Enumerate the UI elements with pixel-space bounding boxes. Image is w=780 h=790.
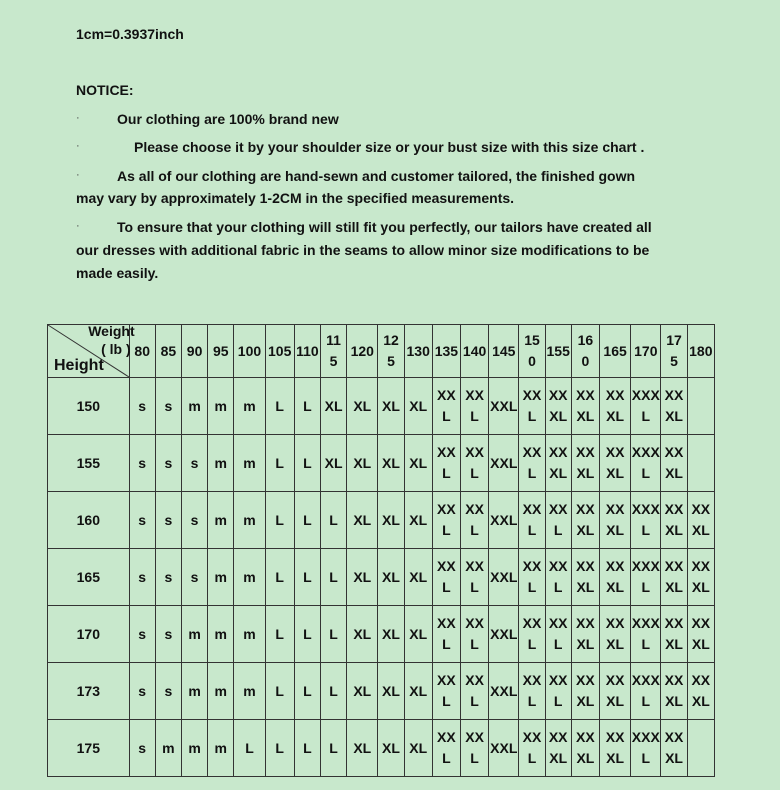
bullet: · (76, 169, 80, 181)
size-cell: XL (347, 435, 378, 492)
notice-line-3b: may vary by approximately 1-2CM in the specified measurements. (76, 190, 515, 206)
size-cell: L (265, 435, 294, 492)
size-cell: XL (404, 378, 432, 435)
size-cell: m (155, 720, 181, 777)
size-cell: XL (378, 663, 404, 720)
size-cell: L (294, 435, 320, 492)
size-cell: XX XL (599, 549, 630, 606)
weight-header-cell: 12 5 (378, 325, 404, 378)
size-cell: XXL (489, 435, 519, 492)
weight-header-cell: 105 (265, 325, 294, 378)
size-row (48, 720, 715, 777)
weight-header-cell: 145 (489, 325, 519, 378)
size-cell: XX XL (599, 492, 630, 549)
size-cell: XL (378, 606, 404, 663)
bullet: · (76, 220, 80, 232)
weight-header-cell: 140 (460, 325, 488, 378)
size-cell: XX XL (571, 549, 599, 606)
size-cell: XXL (489, 492, 519, 549)
size-cell: m (234, 663, 265, 720)
size-cell: m (208, 435, 234, 492)
size-cell: XX L (432, 435, 460, 492)
size-cell: L (265, 492, 294, 549)
size-cell: XX L (460, 663, 488, 720)
size-cell: XX L (519, 435, 545, 492)
size-cell: s (155, 606, 181, 663)
size-cell: XX L (519, 378, 545, 435)
height-cell: 170 (48, 606, 130, 663)
size-cell (687, 720, 714, 777)
size-cell: XX L (519, 549, 545, 606)
size-cell: m (181, 606, 207, 663)
weight-header-cell: 170 (631, 325, 661, 378)
weight-header-cell: 80 (129, 325, 155, 378)
size-cell: L (265, 606, 294, 663)
size-cell: XL (404, 663, 432, 720)
notice-title: NOTICE: (76, 82, 134, 98)
size-cell: L (294, 720, 320, 777)
size-cell: s (181, 492, 207, 549)
size-cell (687, 435, 714, 492)
weight-header-cell: 16 0 (571, 325, 599, 378)
size-cell: m (208, 492, 234, 549)
size-cell: XL (347, 378, 378, 435)
weight-label: Weight (88, 323, 135, 339)
size-cell: XX L (545, 606, 571, 663)
size-chart-table (47, 324, 715, 777)
size-row (48, 549, 715, 606)
size-cell: XXX L (631, 435, 661, 492)
size-cell: s (181, 435, 207, 492)
size-row (48, 435, 715, 492)
height-cell: 165 (48, 549, 130, 606)
weight-unit-label: ( lb ) (101, 341, 131, 357)
size-cell: XL (404, 549, 432, 606)
height-cell: 155 (48, 435, 130, 492)
weight-header-cell: 180 (687, 325, 714, 378)
size-cell: XX L (519, 720, 545, 777)
size-cell: XX XL (661, 435, 687, 492)
size-cell: XX XL (571, 492, 599, 549)
size-cell: XX L (432, 606, 460, 663)
size-cell: XX XL (687, 492, 714, 549)
height-cell: 175 (48, 720, 130, 777)
bullet: · (76, 112, 80, 124)
size-cell: XX XL (571, 378, 599, 435)
size-cell (687, 378, 714, 435)
size-cell: XX XL (661, 606, 687, 663)
size-cell: L (294, 549, 320, 606)
weight-header-cell: 11 5 (320, 325, 346, 378)
size-cell: XXX L (631, 549, 661, 606)
size-cell: XX XL (661, 549, 687, 606)
height-cell: 173 (48, 663, 130, 720)
size-cell: s (129, 549, 155, 606)
size-row (48, 606, 715, 663)
size-cell: m (234, 378, 265, 435)
size-cell: XL (347, 720, 378, 777)
size-cell: L (294, 492, 320, 549)
size-cell: XL (347, 549, 378, 606)
size-cell: s (129, 435, 155, 492)
size-cell: m (208, 549, 234, 606)
size-cell: XL (378, 378, 404, 435)
size-cell: XL (378, 549, 404, 606)
size-cell: XX XL (571, 720, 599, 777)
weight-header-cell: 120 (347, 325, 378, 378)
size-cell: m (208, 378, 234, 435)
notice-line-4b: our dresses with additional fabric in the seams to allow minor size modifications to be (76, 242, 650, 258)
size-cell: L (320, 492, 346, 549)
size-cell: XX L (460, 435, 488, 492)
weight-header-cell: 85 (155, 325, 181, 378)
size-cell: XXL (489, 549, 519, 606)
size-cell: XXL (489, 720, 519, 777)
size-cell: L (294, 378, 320, 435)
size-cell: XL (347, 663, 378, 720)
height-label: Height (54, 357, 104, 374)
size-cell: L (234, 720, 265, 777)
size-row (48, 378, 715, 435)
size-cell: XXX L (631, 720, 661, 777)
size-cell: XL (320, 435, 346, 492)
size-cell: s (129, 492, 155, 549)
weight-header-cell: 135 (432, 325, 460, 378)
size-cell: m (208, 663, 234, 720)
size-cell: s (129, 663, 155, 720)
height-cell: 150 (48, 378, 130, 435)
size-cell: XX L (519, 606, 545, 663)
weight-header-cell: 15 0 (519, 325, 545, 378)
size-cell: XXL (489, 378, 519, 435)
notice-line-3a: As all of our clothing are hand-sewn and customer tailored, the finished gown (117, 168, 636, 184)
size-cell: XX XL (545, 720, 571, 777)
weight-header-cell: 90 (181, 325, 207, 378)
size-cell: m (181, 378, 207, 435)
size-cell: XL (404, 606, 432, 663)
size-cell: XX L (432, 663, 460, 720)
size-cell: XX XL (599, 435, 630, 492)
size-cell: XL (404, 720, 432, 777)
size-cell: XX XL (545, 435, 571, 492)
size-cell: XX XL (571, 663, 599, 720)
size-cell: XL (378, 492, 404, 549)
size-cell: XX XL (545, 378, 571, 435)
size-cell: s (155, 549, 181, 606)
size-cell: L (265, 720, 294, 777)
size-cell: XX L (545, 549, 571, 606)
size-cell: L (265, 378, 294, 435)
size-cell: XX L (519, 492, 545, 549)
size-cell: XX XL (687, 606, 714, 663)
size-cell: XX XL (571, 606, 599, 663)
notice-line-2: Please choose it by your shoulder size or your bust size with this size chart . (134, 139, 645, 155)
size-cell: s (155, 435, 181, 492)
size-cell: m (234, 492, 265, 549)
size-cell: XL (404, 435, 432, 492)
size-cell: m (181, 663, 207, 720)
weight-header-cell: 165 (599, 325, 630, 378)
weight-header-cell: 130 (404, 325, 432, 378)
size-cell: L (320, 663, 346, 720)
size-cell: L (294, 606, 320, 663)
weight-header-row (48, 325, 715, 378)
size-cell: XX XL (661, 492, 687, 549)
size-row (48, 492, 715, 549)
size-cell: m (234, 549, 265, 606)
size-cell: XX XL (599, 720, 630, 777)
size-cell: s (129, 378, 155, 435)
size-cell: s (181, 549, 207, 606)
size-cell: L (320, 720, 346, 777)
size-cell: XXL (489, 663, 519, 720)
size-cell: L (294, 663, 320, 720)
size-cell: m (234, 435, 265, 492)
size-cell: XXX L (631, 606, 661, 663)
size-cell: XX L (545, 492, 571, 549)
size-cell: XL (320, 378, 346, 435)
size-cell: XL (347, 492, 378, 549)
size-cell: XL (378, 720, 404, 777)
unit-conversion: 1cm=0.3937inch (76, 26, 184, 42)
size-cell: XL (347, 606, 378, 663)
weight-header-cell: 95 (208, 325, 234, 378)
size-cell: XX XL (599, 378, 630, 435)
size-cell: XX L (432, 492, 460, 549)
size-cell: XX XL (661, 663, 687, 720)
size-cell: s (129, 606, 155, 663)
size-cell: XX XL (661, 720, 687, 777)
size-cell: m (234, 606, 265, 663)
size-cell: XX XL (571, 435, 599, 492)
size-cell: s (155, 663, 181, 720)
size-cell: XX XL (687, 663, 714, 720)
table-corner-header (48, 323, 135, 378)
size-cell: XX L (460, 606, 488, 663)
size-cell: XX L (460, 720, 488, 777)
size-cell: L (320, 549, 346, 606)
weight-header-cell: 110 (294, 325, 320, 378)
size-cell: XL (378, 435, 404, 492)
weight-header-cell: 17 5 (661, 325, 687, 378)
size-cell: s (129, 720, 155, 777)
size-cell: XX L (519, 663, 545, 720)
size-cell: XX L (432, 720, 460, 777)
size-cell: XX XL (661, 378, 687, 435)
notice-line-4a: To ensure that your clothing will still fit you perfectly, our tailors have created all (117, 219, 652, 235)
size-cell: m (181, 720, 207, 777)
size-cell: XX L (545, 663, 571, 720)
size-cell: L (265, 663, 294, 720)
size-cell: L (265, 549, 294, 606)
size-cell: XX L (460, 492, 488, 549)
size-cell: XX XL (599, 663, 630, 720)
size-cell: s (155, 378, 181, 435)
size-cell: XXX L (631, 492, 661, 549)
height-cell: 160 (48, 492, 130, 549)
size-cell: L (320, 606, 346, 663)
size-cell: XX L (460, 378, 488, 435)
size-cell: XX L (432, 378, 460, 435)
size-cell: XXX L (631, 663, 661, 720)
size-cell: XX XL (599, 606, 630, 663)
size-cell: XX L (432, 549, 460, 606)
size-cell: XXL (489, 606, 519, 663)
notice-line-1: Our clothing are 100% brand new (117, 111, 339, 127)
size-cell: XL (404, 492, 432, 549)
size-row (48, 663, 715, 720)
weight-header-cell: 155 (545, 325, 571, 378)
size-cell: XX L (460, 549, 488, 606)
size-cell: m (208, 720, 234, 777)
size-cell: XXX L (631, 378, 661, 435)
size-cell: m (208, 606, 234, 663)
bullet: · (76, 140, 80, 152)
size-cell: s (155, 492, 181, 549)
notice-line-4c: made easily. (76, 265, 159, 281)
size-cell: XX XL (687, 549, 714, 606)
weight-header-cell: 100 (234, 325, 265, 378)
